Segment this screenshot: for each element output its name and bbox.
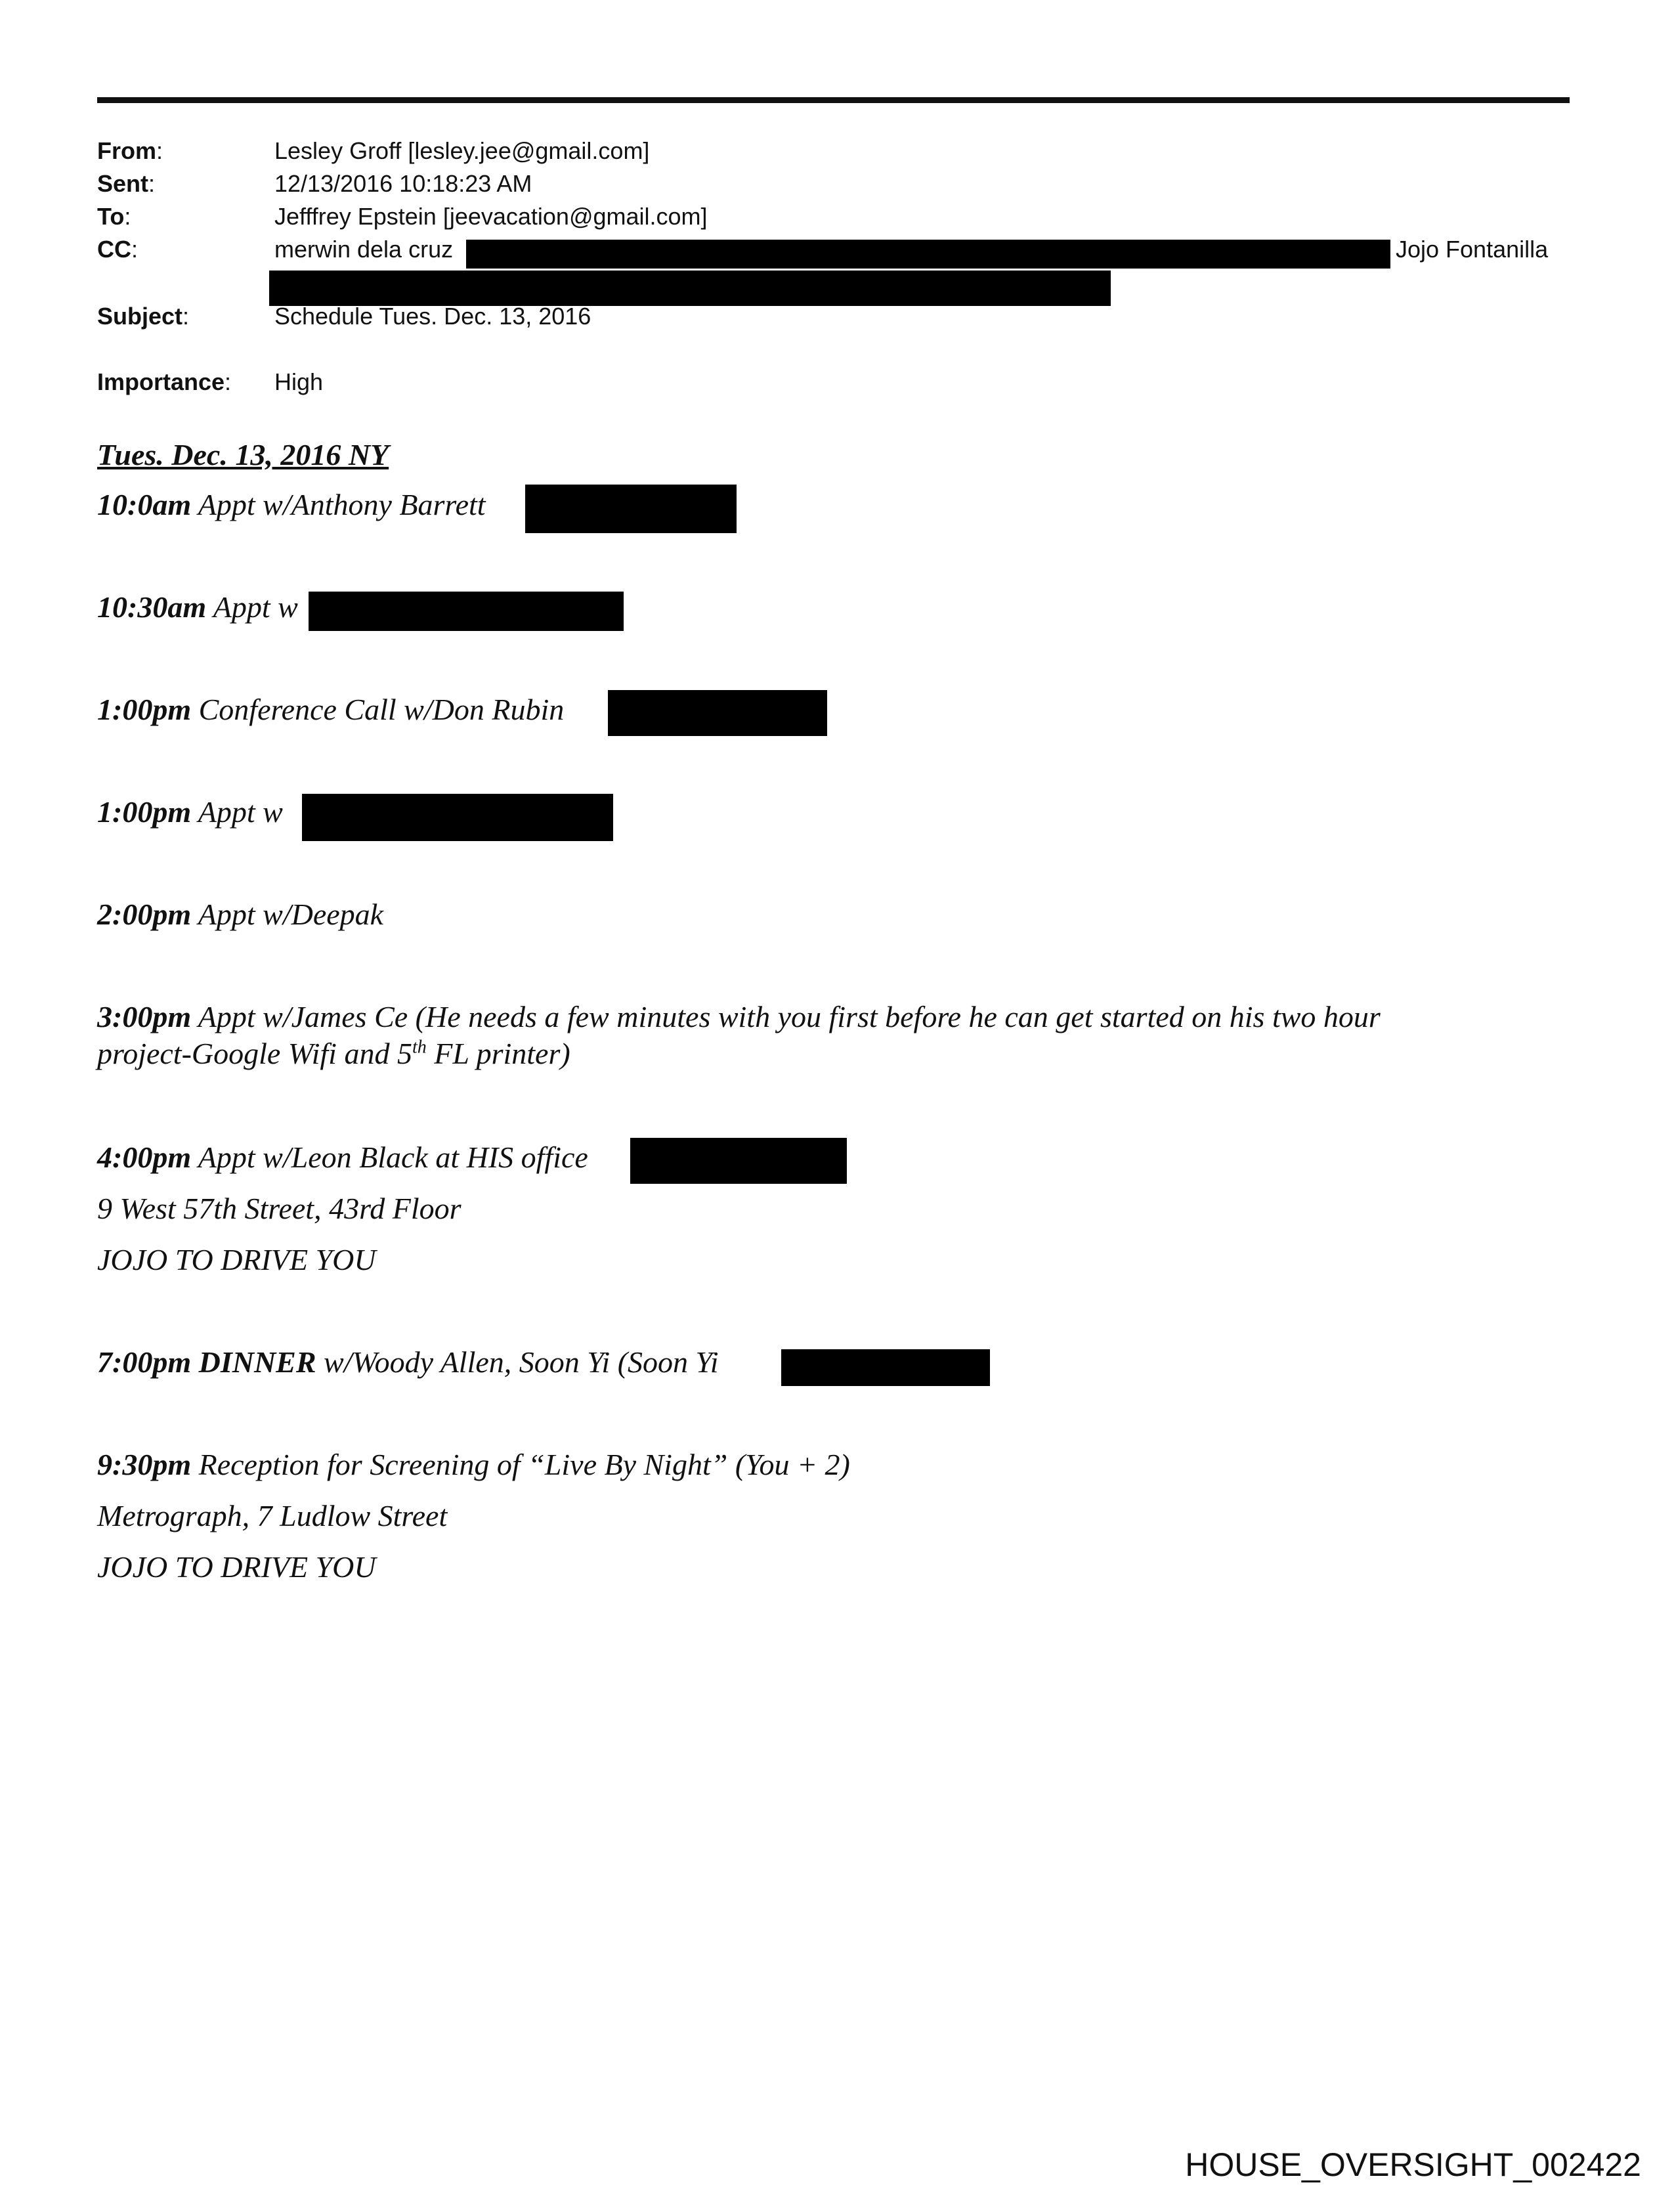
schedule-item-7-line2: 9 West 57th Street, 43rd Floor	[97, 1192, 461, 1225]
cc-label: CC:	[97, 236, 139, 263]
schedule-item-9-line3: JOJO TO DRIVE YOU	[97, 1550, 376, 1584]
schedule-item-1: 10:0am Appt w/Anthony Barrett	[97, 488, 486, 521]
cc-value-2: Jojo Fontanilla	[1396, 236, 1549, 263]
to-label: To:	[97, 203, 131, 230]
cc-redaction-2	[269, 271, 1111, 306]
schedule-item-4: 1:00pm Appt w	[97, 795, 283, 829]
to-value: Jefffrey Epstein [jeevacation@gmail.com]	[274, 203, 708, 230]
sent-value: 12/13/2016 10:18:23 AM	[274, 170, 532, 197]
from-value: Lesley Groff [lesley.jee@gmail.com]	[274, 137, 650, 164]
importance-label: Importance:	[97, 368, 232, 395]
schedule-item-2: 10:30am Appt w	[97, 590, 298, 624]
schedule-item-6: 3:00pm Appt w/James Ce (He needs a few minutes with you first before he can get started on his two hour	[97, 1000, 1381, 1033]
schedule-item-7-line3: JOJO TO DRIVE YOU	[97, 1243, 376, 1276]
schedule-item-8: 7:00pm DINNER w/Woody Allen, Soon Yi (Soon Yi	[97, 1345, 719, 1379]
bates-number: HOUSE_OVERSIGHT_002422	[1185, 2146, 1641, 2183]
subject-value: Schedule Tues. Dec. 13, 2016	[274, 303, 591, 330]
redaction-4	[302, 794, 613, 841]
cc-value: merwin dela cruz	[274, 236, 454, 263]
top-rule	[97, 97, 1570, 103]
redaction-2	[309, 592, 624, 631]
sent-label: Sent:	[97, 170, 156, 197]
schedule-item-9-line2: Metrograph, 7 Ludlow Street	[97, 1499, 448, 1532]
cc-redaction-1	[466, 240, 1390, 269]
schedule-item-3: 1:00pm Conference Call w/Don Rubin	[97, 693, 565, 726]
schedule-heading: Tues. Dec. 13, 2016 NY	[97, 438, 389, 471]
schedule-item-7: 4:00pm Appt w/Leon Black at HIS office	[97, 1140, 588, 1174]
schedule-item-9: 9:30pm Reception for Screening of “Live By Night” (You + 2)	[97, 1448, 850, 1481]
redaction-3	[608, 690, 827, 736]
redaction-6	[781, 1349, 990, 1386]
redaction-5	[630, 1138, 847, 1184]
schedule-item-6-line2: project-Google Wifi and 5th FL printer)	[97, 1037, 570, 1070]
importance-value: High	[274, 368, 324, 395]
redaction-1	[525, 485, 737, 533]
from-label: From:	[97, 137, 163, 164]
subject-label: Subject:	[97, 303, 190, 330]
schedule-item-5: 2:00pm Appt w/Deepak	[97, 898, 384, 931]
